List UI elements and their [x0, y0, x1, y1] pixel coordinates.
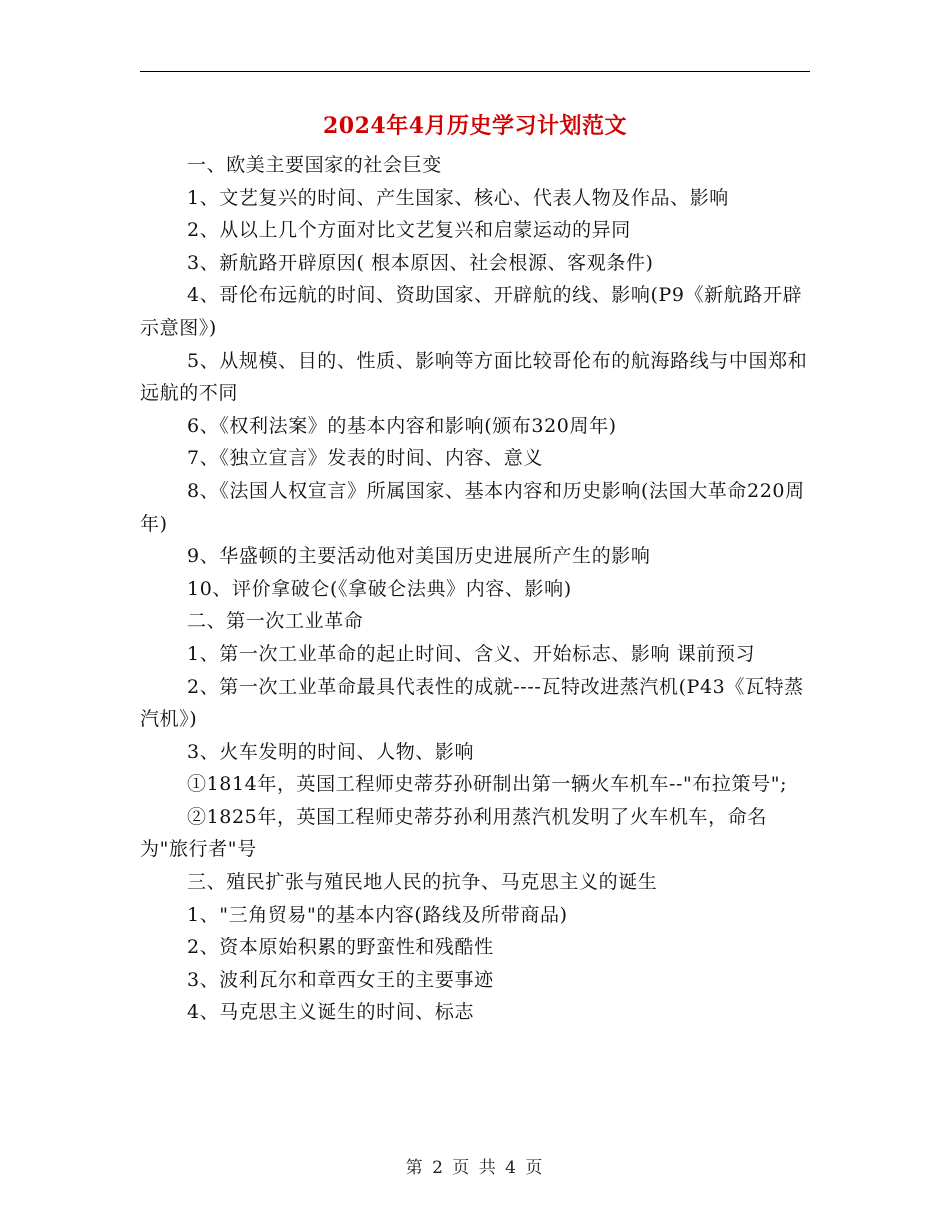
list-item: 3、火车发明的时间、人物、影响	[187, 740, 475, 763]
list-item: 9、华盛顿的主要活动他对美国历史进展所产生的影响	[187, 545, 651, 568]
list-item: 8、《法国人权宣言》所属国家、基本内容和历史影响(法国大革命220周年)	[140, 479, 805, 535]
section-heading: 三、殖民扩张与殖民地人民的抗争、马克思主义的诞生	[187, 871, 658, 894]
list-item: 3、新航路开辟原因( 根本原因、社会根源、客观条件)	[187, 251, 654, 274]
list-item: ②1825年，英国工程师史蒂芬孙利用蒸汽机发明了火车机车，命名为"旅行者"号	[140, 805, 767, 861]
list-item: 6、《权利法案》的基本内容和影响(颁布320周年)	[187, 414, 617, 437]
list-item: ①1814年，英国工程师史蒂芬孙研制出第一辆火车机车--"布拉策号";	[187, 773, 788, 796]
section-heading: 二、第一次工业革命	[187, 610, 364, 633]
list-item: 1、第一次工业革命的起止时间、含义、开始标志、影响 课前预习	[187, 642, 756, 665]
section-heading: 一、欧美主要国家的社会巨变	[187, 154, 442, 176]
document-body	[140, 149, 810, 1029]
list-item: 10、评价拿破仑(《拿破仑法典》内容、影响)	[187, 577, 572, 600]
list-item: 4、哥伦布远航的时间、资助国家、开辟航的线、影响(P9《新航路开辟示意图》)	[140, 284, 803, 339]
header-rule	[140, 71, 810, 72]
list-item: 7、《独立宣言》发表的时间、内容、意义	[187, 447, 543, 470]
list-item: 3、波利瓦尔和章西女王的主要事迹	[187, 968, 494, 991]
list-item: 1、"三角贸易"的基本内容(路线及所带商品)	[187, 903, 568, 926]
list-item: 4、马克思主义诞生的时间、标志	[187, 1001, 475, 1024]
list-item: 5、从规模、目的、性质、影响等方面比较哥伦布的航海路线与中国郑和远航的不同	[140, 349, 808, 405]
page-number-footer: 第 2 页 共 4 页	[405, 1158, 545, 1178]
list-item: 2、从以上几个方面对比文艺复兴和启蒙运动的异同	[187, 219, 631, 242]
document-title: 2024年4月历史学习计划范文	[322, 113, 628, 139]
list-item: 2、资本原始积累的野蛮性和残酷性	[187, 936, 494, 959]
list-item: 1、文艺复兴的时间、产生国家、核心、代表人物及作品、影响	[187, 186, 729, 209]
list-item: 2、第一次工业革命最具代表性的成就----瓦特改进蒸汽机(P43《瓦特蒸汽机》)	[140, 675, 804, 731]
